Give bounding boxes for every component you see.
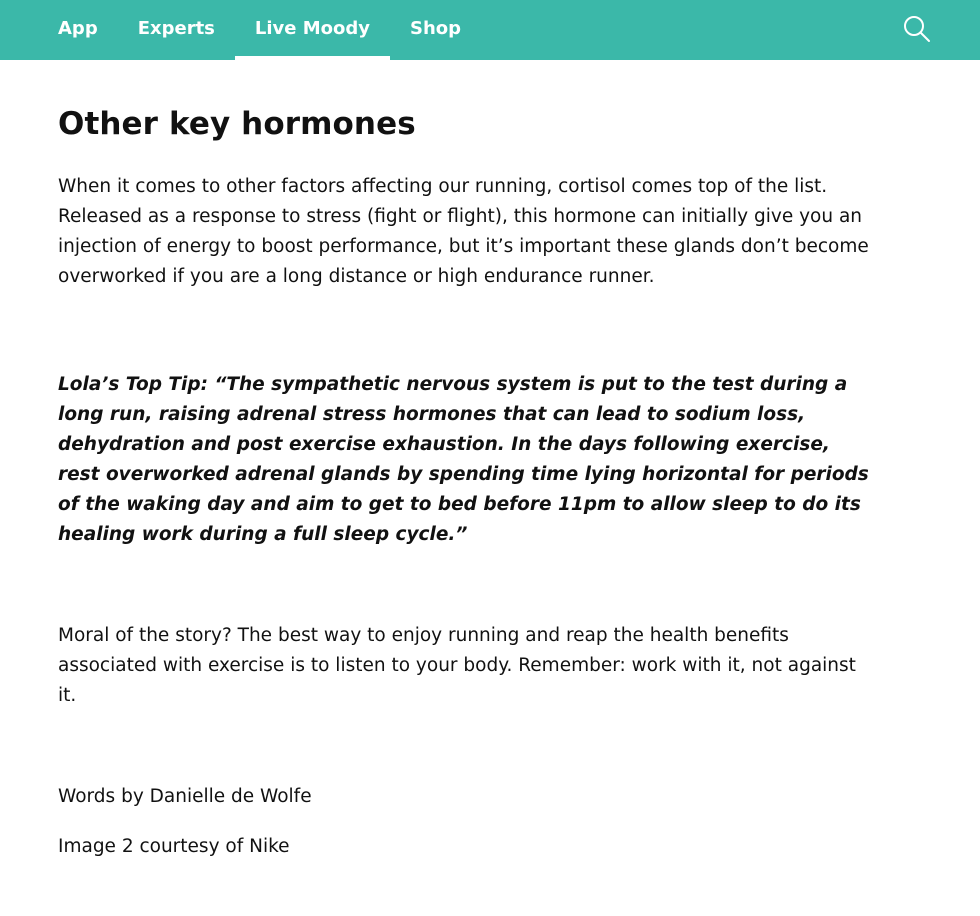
author-credit: Words by Danielle de Wolfe xyxy=(58,786,312,807)
article-paragraph: Moral of the story? The best way to enjoy running and reap the health benefits associated with exercise is to listen to your body. Remember: work with it, not against it. xyxy=(58,625,856,706)
nav-item-experts[interactable]: Experts xyxy=(137,17,215,39)
search-button[interactable] xyxy=(902,14,932,44)
article-paragraph: When it comes to other factors affecting our running, cortisol comes top of the list. Released as a response to stress (fight or flight), this hormone can initially give you an injection of energy to boost performance, but it’s important these glands don’t become overworked if you are a long distance or high endurance runner. xyxy=(58,176,869,287)
article-content xyxy=(58,60,870,862)
nav-item-live-moody[interactable]: Live Moody xyxy=(235,0,390,56)
main-nav xyxy=(38,0,481,60)
nav-item-shop[interactable]: Shop xyxy=(410,17,462,39)
section-heading: Other key hormones xyxy=(58,106,416,142)
search-icon xyxy=(902,14,932,44)
nav-item-app[interactable]: App xyxy=(58,17,98,39)
top-nav-bar xyxy=(0,0,980,60)
top-tip-quote: Lola’s Top Tip: “The sympathetic nervous system is put to the test during a long run, raising adrenal stress hormones that can lead to sodium loss, dehydration and post exercise exhaustion. In the days following exercise, rest overworked adrenal glands by spending time lying horizontal for periods of the waking day and aim to get to bed before 11pm to allow sleep to do its healing work during a full sleep cycle.” xyxy=(58,374,869,545)
image-credit: Image 2 courtesy of Nike xyxy=(58,836,290,857)
